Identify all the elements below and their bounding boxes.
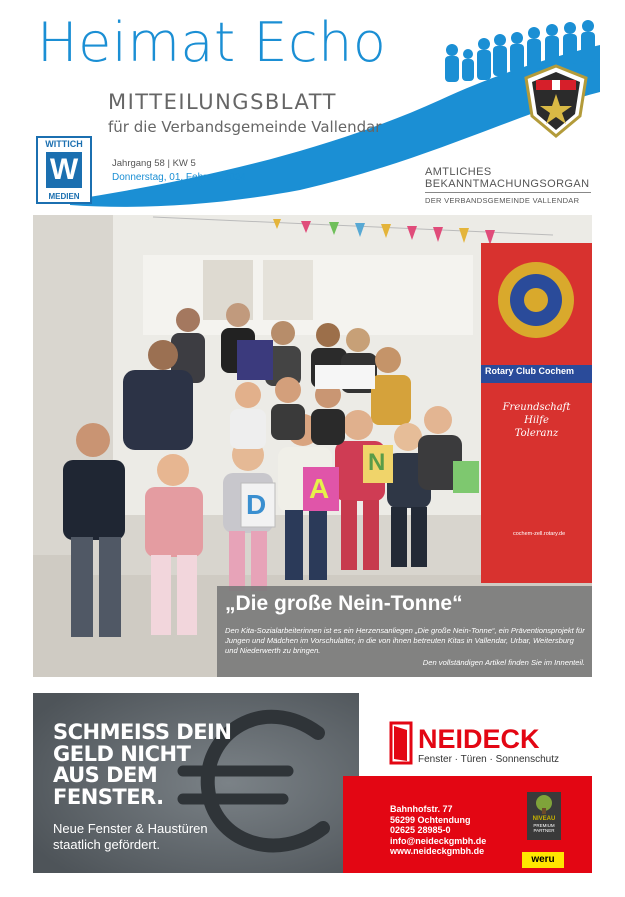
badge-sub-line: PARTNER (533, 828, 555, 833)
banner-url: cochem-zell.rotary.de (513, 531, 566, 537)
banner-motto (483, 401, 590, 440)
issue-number: Jahrgang 58 | KW 5 (112, 158, 196, 169)
coat-of-arms-icon (520, 64, 592, 140)
motto-line: Hilfe (524, 415, 549, 426)
badge-title: NIVEAU (532, 816, 556, 822)
paper-title: Heimat Echo (37, 11, 387, 74)
tree-icon (527, 792, 561, 816)
paper-subtitle: MITTEILUNGSBLATT (108, 90, 338, 114)
badge-sub-line: PREMIUM (533, 823, 555, 828)
ad-subline-line: Neue Fenster & Haustüren (53, 821, 208, 836)
ad-brand: NEIDECK (418, 724, 540, 754)
address-city: 56299 Ochtendung (390, 814, 471, 825)
publisher-w-icon: W (46, 152, 82, 188)
ad-headline (53, 722, 253, 808)
card-letter: N (368, 449, 386, 476)
ad-headline-line: SCHMEISS DEIN (53, 720, 232, 744)
address-website[interactable]: www.neideckgmbh.de (390, 846, 485, 856)
ad-subline-line: staatlich gefördert. (53, 837, 160, 852)
publisher-logo (36, 136, 92, 204)
motto-line: Freundschaft (502, 402, 571, 413)
door-icon (389, 721, 413, 765)
premium-partner-badge (527, 792, 561, 840)
ad-headline-line: FENSTER. (53, 784, 164, 809)
ad-brand-sub: Fenster · Türen · Sonnenschutz (418, 754, 559, 765)
publisher-name-top: WITTICH (45, 139, 83, 149)
banner-org: Rotary Club Cochem (485, 366, 575, 376)
ad-headline-line: GELD NICHT (53, 741, 191, 766)
address-phone[interactable]: 02625 28985-0 (390, 825, 451, 835)
ad-subline (53, 821, 253, 853)
official-organ-line3: DER VERBANDSGEMEINDE VALLENDAR (425, 196, 580, 205)
issue-date: Donnerstag, 01. Februar 2024 (112, 172, 246, 183)
card-letter: D (246, 489, 267, 520)
ad-address (390, 804, 486, 857)
divider (425, 192, 591, 193)
paper-tagline: für die Verbandsgemeinde Vallendar (108, 118, 382, 136)
card-letter: A (309, 473, 330, 504)
address-street: Bahnhofstr. 77 (390, 804, 453, 814)
official-organ-line1: AMTLICHES (425, 166, 492, 178)
lead-headline[interactable]: „Die große Nein-Tonne“ (225, 592, 463, 615)
badge-sub (527, 823, 561, 833)
address-email[interactable]: info@neideckgmbh.de (390, 835, 487, 846)
ad-headline-line: AUS DEM (53, 763, 158, 787)
official-organ-label (425, 166, 605, 190)
publisher-name-bottom: MEDIEN (48, 192, 80, 201)
partner-logo: weru (522, 852, 564, 868)
motto-line: Toleranz (514, 428, 559, 439)
official-organ-line2: BEKANNTMACHUNGSORGAN (425, 178, 590, 190)
lead-teaser: Den Kita-Sozialarbeiterinnen ist es ein Herzensanliegen „Die große Nein-Tonne“, ein Präventionsprojekt für Jungen und Mädchen im Vorschulalter, in die von ihnen betreuten Kitas in Vallendar, Urbar, Weitersburg und Niederwerth zu bringen. (225, 626, 585, 655)
lead-read-more: Den vollständigen Artikel finden Sie im Innenteil. (422, 658, 585, 667)
